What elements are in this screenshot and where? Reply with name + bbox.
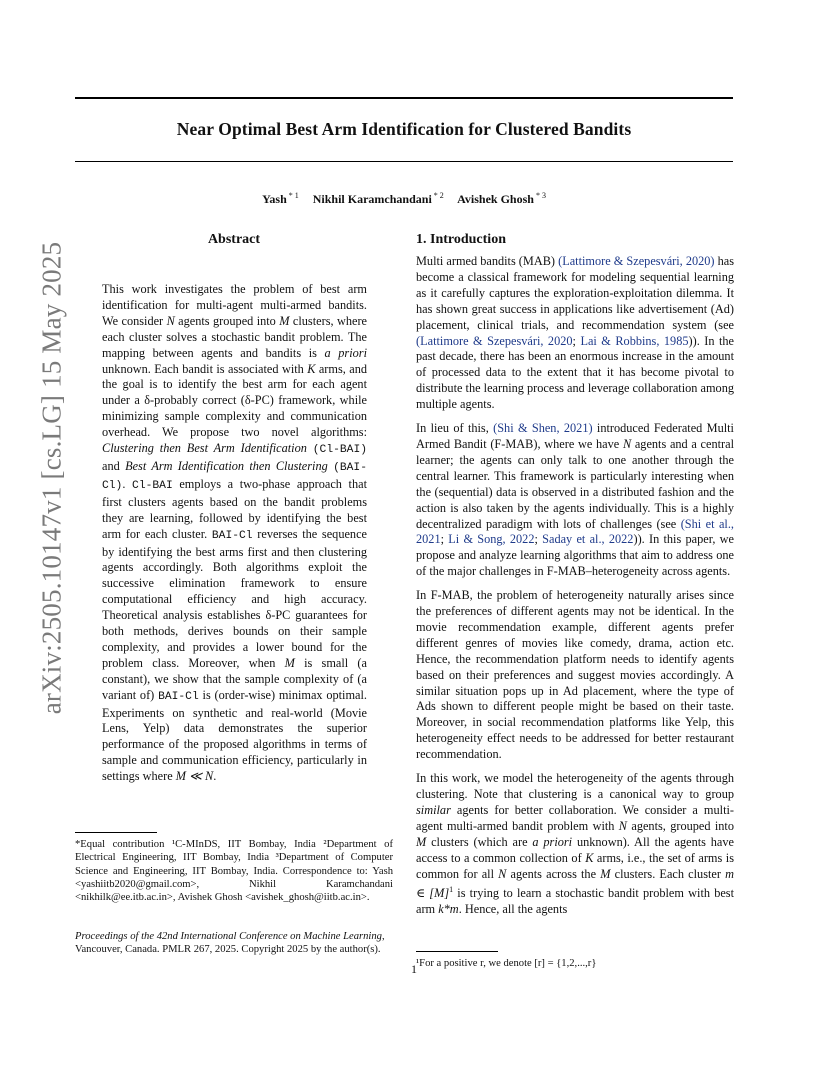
- notation-footnote: ¹For a positive r, we denote [r] = {1,2,...,r}: [416, 958, 597, 969]
- author-name: Nikhil Karamchandani: [312, 192, 432, 206]
- intro-paragraph-3: In F-MAB, the problem of heterogeneity naturally arises since the preferences of different agents may not be identical. In the movie recommendation example, different agents prefer different genres of movies like comedy, drama, action etc. Hence, the recommendation platform needs to identify agents based on their preferences and suggest movies accordingly. A similar situation pops up in Ad placement, where the type of Ads shown to different people might be based on their taste. Moreover, in social recommendation platforms like Yelp, this heterogeneity effect needs to be addressed for better restaurant recommendation.: [416, 588, 734, 762]
- right-column: [416, 232, 734, 926]
- author-list: [75, 191, 733, 207]
- left-column: [75, 232, 393, 785]
- author-affiliation-marks: * 2: [433, 191, 444, 200]
- author-name: Yash: [262, 192, 287, 206]
- proceedings-note: Proceedings of the 42nd International Conference on Machine Learning, Vancouver, Canada. PMLR 267, 2025. Copyright 2025 by the author(s).: [75, 931, 385, 956]
- footnote-marker[interactable]: 1: [449, 885, 454, 895]
- section-heading-introduction: 1. Introduction: [416, 232, 506, 247]
- footnote-rule-right: [416, 951, 498, 952]
- title-top-rule: [75, 97, 733, 99]
- intro-paragraph-2: In lieu of this, (Shi & Shen, 2021) introduced Federated Multi Armed Bandit (F-MAB), where we have N agents and a central learner; the agents can only talk to one another through the central learner. This framework is particularly interesting when the (sequential) data is observed in a distributed fashion and the action is also taken by the agents individually. This is a highly decentralized paradigm with lots of challenges (see (Shi et al., 2021; Li & Song, 2022; Saday et al., 2022)). In this paper, we propose and analyze learning algorithms that aim to address one of the major challenges in F-MAB–heterogeneity across agents.: [416, 421, 735, 579]
- abstract-heading: Abstract: [207, 232, 261, 247]
- author-affiliation-marks: * 3: [535, 191, 546, 200]
- citation-link[interactable]: (Shi & Shen, 2021): [493, 421, 593, 436]
- intro-paragraph-4: In this work, we model the heterogeneity of the agents through clustering. Note that clustering is a canonical way to group similar agents for better collaboration. We consider a multi-agent multi-armed bandit problem with N agents, grouped into M clusters (which are a priori unknown). All the agents have access to a common collection of K arms, i.e., the set of arms is common for all N agents across the M clusters. Each cluster m ∈ $[M]^1$ is trying to learn a stochastic bandit problem with best arm k*m. Hence, all the agents: [416, 771, 735, 917]
- paper-title: Near Optimal Best Arm Identification for Clustered Bandits: [176, 119, 632, 139]
- author-affiliation-marks: * 1: [288, 191, 299, 200]
- page-number: 1: [411, 962, 417, 976]
- arxiv-identifier: arXiv:2505.10147v1 [cs.LG] 15 May 2025: [36, 241, 67, 715]
- footnote-rule: [75, 832, 157, 833]
- citation-link[interactable]: (Shi et al., 2021: [416, 516, 735, 547]
- intro-paragraph-1: Multi armed bandits (MAB) (Lattimore & Szepesvári, 2020) has become a classical framework for modeling sequential learning as it carefully captures the exploration-exploitation dilemma. It has shown great success in applications like advertisement (Ad) placement, clinical trials, and recommendation system (see (Lattimore & Szepesvári, 2020; Lai & Robbins, 1985)). In the past decade, there has been an enormous increase in the amount of processed data to the extent that it has become pivotal to distribute the learning process and leverage collaboration among multiple agents.: [416, 254, 735, 412]
- citation-link[interactable]: Lai & Robbins, 1985: [580, 333, 689, 348]
- citation-link[interactable]: (Lattimore & Szepesvári, 2020): [558, 254, 715, 268]
- title-bottom-rule: [75, 161, 733, 162]
- citation-link[interactable]: (Lattimore & Szepesvári, 2020: [416, 333, 573, 348]
- abstract-body: This work investigates the problem of best arm identification for multi-agent multi-armed bandits. We consider N agents grouped into M clusters, where each cluster solves a stochastic bandit problem. The mapping between agents and bandits is a priori unknown. Each bandit is associated with K arms, and the goal is to identify the best arm for each agent under a δ-probably correct (δ-PC) framework, while minimizing sample complexity and communication overhead. We propose two novel algorithms: Clustering then Best Arm Identification (Cl-BAI) and Best Arm Identification then Clustering (BAI-Cl). Cl-BAI employs a two-phase approach that first clusters agents based on the bandit problems they are learning, followed by identifying the best arm for each cluster. BAI-Cl reverses the sequence by identifying the best arms first and then clustering agents accordingly. Both algorithms exploit the successive elimination framework to ensure computational efficiency and high accuracy. Theoretical analysis establishes δ-PC guarantees for both methods, derives bounds on their sample complexity, and provides a lower bound for the problem class. Moreover, when M is small (a constant), we show that the sample complexity of (a variant of) BAI-Cl is (order-wise) minimax optimal. Experiments on synthetic and real-world (Movie Lens, Yelp) data demonstrates the superior performance of the proposed algorithms in terms of sample and communication efficiency, particularly in settings where M ≪ N.: [102, 282, 367, 784]
- citation-link[interactable]: Li & Song, 2022: [448, 532, 535, 547]
- author-name: Avishek Ghosh: [457, 192, 534, 206]
- affiliations-footnote: *Equal contribution ¹C-MInDS, IIT Bombay, India ²Department of Electrical Engineering, IIT Bombay, India ³Department of Computer Science and Engineering, IIT Bombay, India. Correspondence to: Yash <yashiitb2020@gmail.com>, Nikhil Karamchandani <nikhilk@ee.itb.ac.in>, Avishek Ghosh <avishek_ghosh@iitb.ac.in>.: [75, 839, 393, 904]
- citation-link[interactable]: Saday et al., 2022: [542, 532, 634, 547]
